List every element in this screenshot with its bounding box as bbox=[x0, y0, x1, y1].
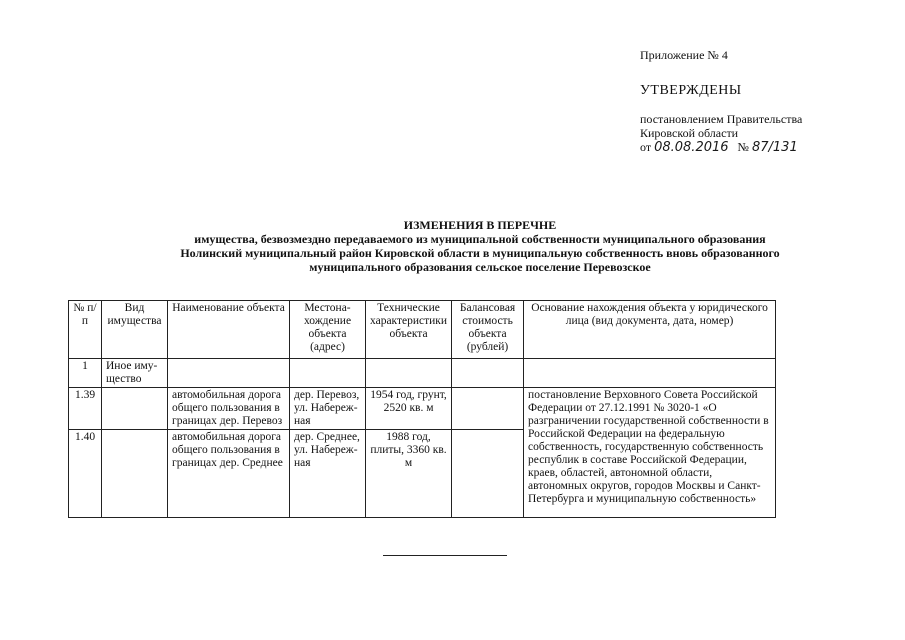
approved-label: УТВЕРЖДЕНЫ bbox=[640, 83, 742, 98]
approval-block bbox=[640, 48, 880, 155]
from-label: от bbox=[640, 140, 652, 154]
row-kind bbox=[102, 388, 168, 430]
number-label: № bbox=[737, 140, 749, 154]
group-empty bbox=[452, 359, 524, 388]
document-title bbox=[100, 218, 860, 274]
group-num: 1 bbox=[69, 359, 102, 388]
row-location: дер. Перевоз, ул. Набереж-ная bbox=[290, 388, 366, 430]
row-tech: 1954 год, грунт, 2520 кв. м bbox=[366, 388, 452, 430]
property-table bbox=[68, 300, 776, 518]
approval-date-line bbox=[640, 140, 880, 155]
end-separator-line bbox=[383, 555, 507, 556]
title-line-3: муниципального образования сельское поселение Перевозское bbox=[309, 260, 651, 274]
header-basis: Основание нахождения объекта у юридического лица (вид документа, дата, номер) bbox=[524, 301, 776, 359]
group-empty bbox=[524, 359, 776, 388]
title-line-1: имущества, безвозмездно передаваемого из муниципальной собственности муниципального образования bbox=[194, 232, 766, 246]
row-name: автомобильная дорога общего пользования в границах дер. Перевоз bbox=[168, 388, 290, 430]
approval-line-1: постановлением Правительства bbox=[640, 112, 803, 126]
row-balance bbox=[452, 430, 524, 518]
header-location: Местона-хождение объекта (адрес) bbox=[290, 301, 366, 359]
group-empty bbox=[290, 359, 366, 388]
group-empty bbox=[168, 359, 290, 388]
row-location: дер. Среднее, ул. Набереж-ная bbox=[290, 430, 366, 518]
header-tech: Технические характеристики объекта bbox=[366, 301, 452, 359]
header-num: № п/п bbox=[69, 301, 102, 359]
header-kind: Вид имущества bbox=[102, 301, 168, 359]
table-row-group bbox=[69, 359, 776, 388]
row-tech: 1988 год, плиты, 3360 кв. м bbox=[366, 430, 452, 518]
appendix-label: Приложение № 4 bbox=[640, 48, 728, 62]
approval-line-2: Кировской области bbox=[640, 126, 739, 140]
title-heading: ИЗМЕНЕНИЯ В ПЕРЕЧНЕ bbox=[403, 218, 557, 232]
title-line-2: Нолинский муниципальный район Кировской области в муниципальную собственность вновь образованного bbox=[180, 246, 780, 260]
group-kind: Иное иму-щество bbox=[102, 359, 168, 388]
header-name: Наименование объекта bbox=[168, 301, 290, 359]
handwritten-date: 08.08.2016 bbox=[654, 140, 729, 155]
group-empty bbox=[366, 359, 452, 388]
row-name: автомобильная дорога общего пользования в границах дер. Среднее bbox=[168, 430, 290, 518]
row-num: 1.39 bbox=[69, 388, 102, 430]
table-row bbox=[69, 388, 776, 430]
row-num: 1.40 bbox=[69, 430, 102, 518]
row-kind bbox=[102, 430, 168, 518]
handwritten-number: 87/131 bbox=[751, 140, 798, 155]
row-balance bbox=[452, 388, 524, 430]
table-header-row bbox=[69, 301, 776, 359]
header-balance: Балансовая стоимость объекта (рублей) bbox=[452, 301, 524, 359]
row-basis: постановление Верховного Совета Российской Федерации от 27.12.1991 № 3020-1 «О разграничении государственной собственности в Российской Федерации на федеральную собственность, государственную собственность республик в составе Российской Федерации, краев, областей, автономной области, автономных округов, городов Москвы и Санкт-Петербурга и муниципальную собственность» bbox=[524, 388, 776, 518]
